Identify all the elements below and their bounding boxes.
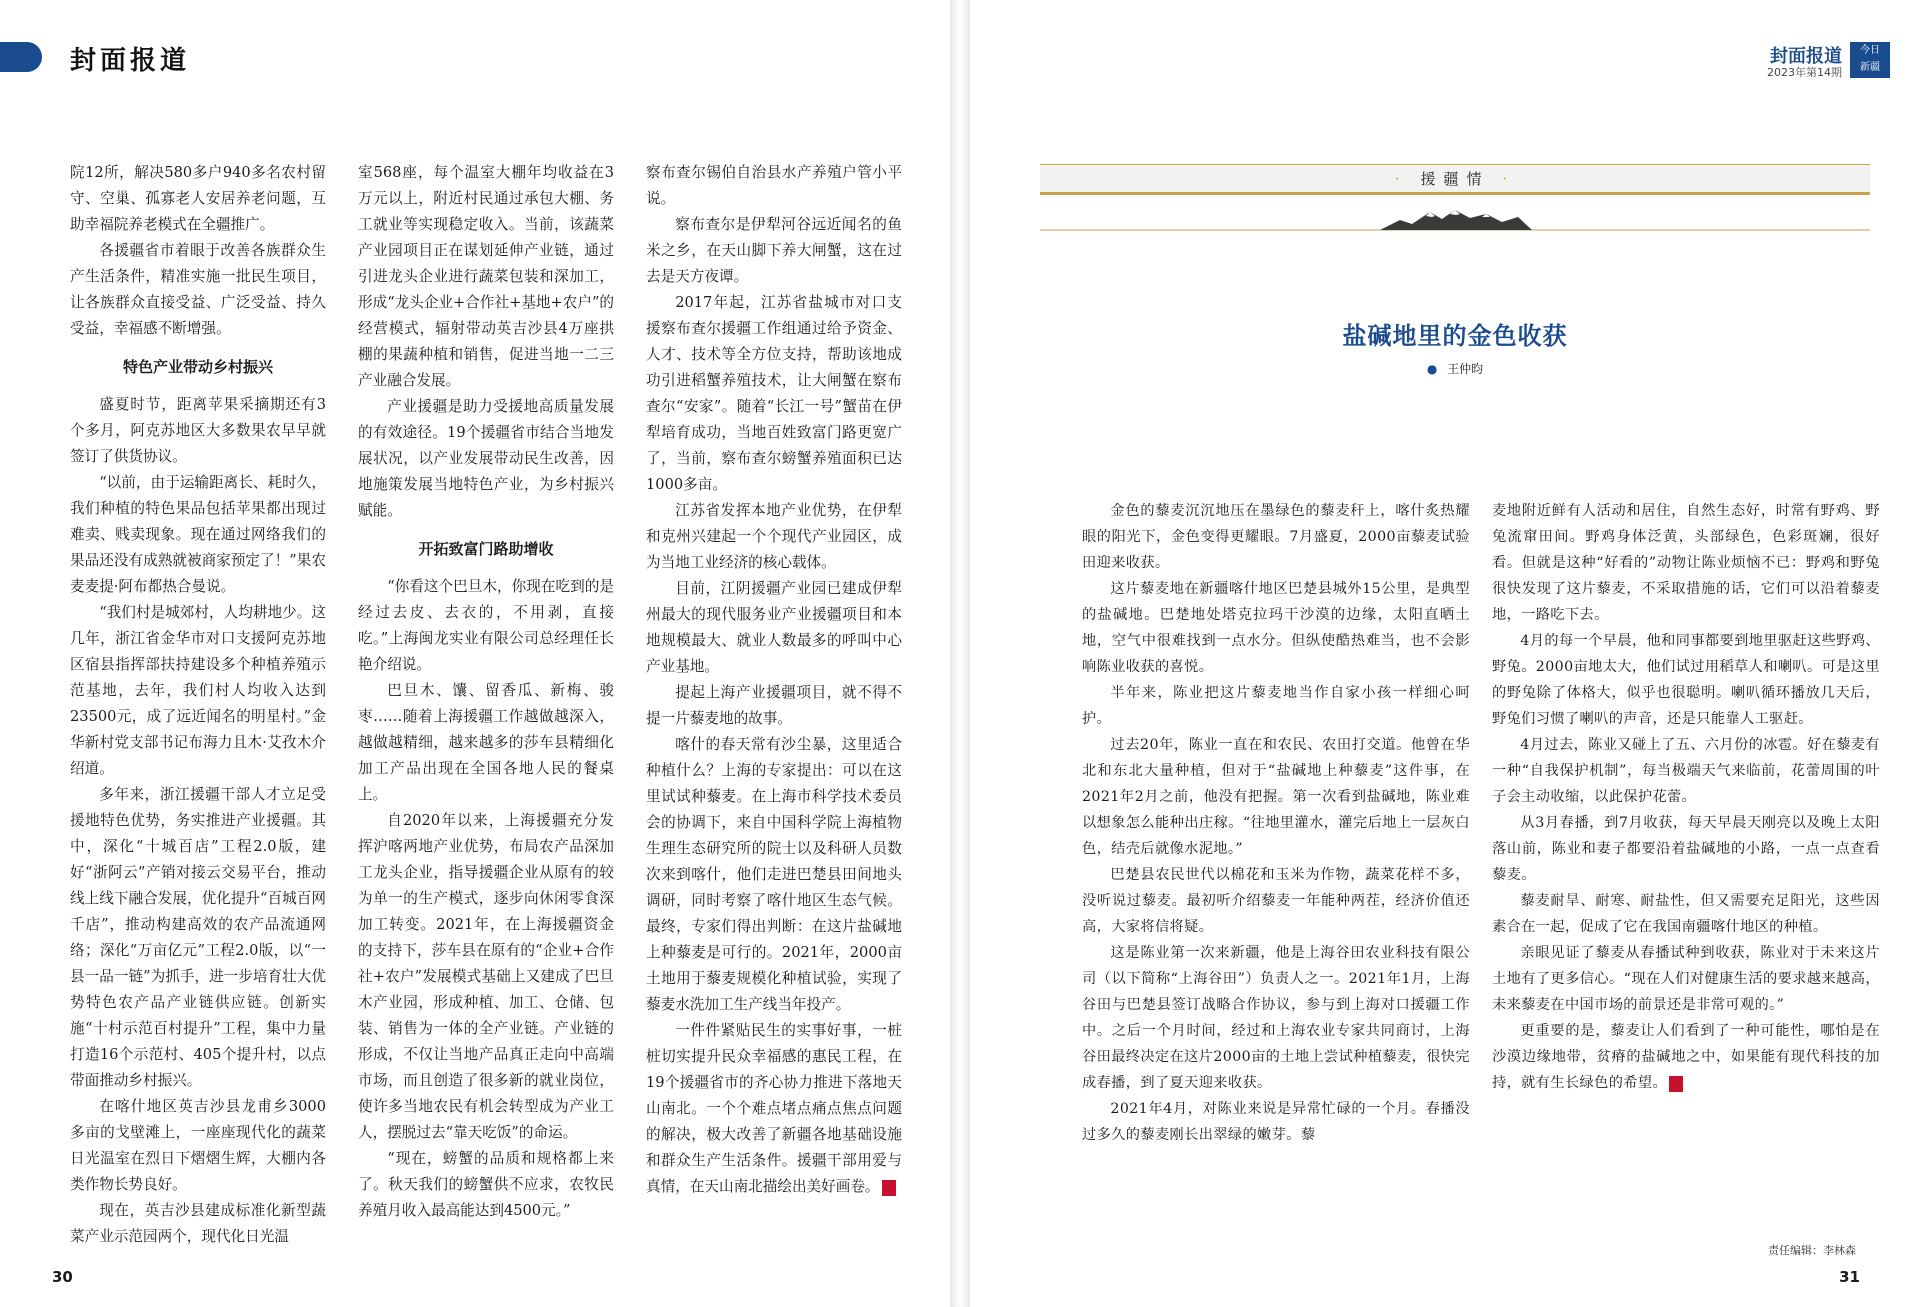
paragraph-text: 亲眼见证了藜麦从春播试种到收获，陈业对于未来这片土地有了更多信心。“现在人们对健康生活的要求越来越高，未来藜麦在中国市场的前景还是非常可观的。” (1492, 945, 1880, 1013)
paragraph-text: 藜麦耐旱、耐寒、耐盐性，但又需要充足阳光，这些因素合在一起，促成了它在我国南疆喀什地区的种植。 (1492, 893, 1880, 935)
paragraph (646, 290, 902, 498)
paragraph (1082, 940, 1470, 1096)
paragraph-text: 提起上海产业援疆项目，就不得不提一片藜麦地的故事。 (646, 684, 902, 727)
paragraph-text: 察布查尔是伊犁河谷远近闻名的鱼米之乡，在天山脚下养大闸蟹，这在过去是天方夜谭。 (646, 216, 902, 285)
page-gutter (950, 0, 970, 1307)
paragraph (70, 1198, 326, 1250)
paragraph (358, 808, 614, 1146)
paragraph-text: 4月的每一个早晨，他和同事都要到地里驱赶这些野鸡、野兔。2000亩地太大，他们试过用稻草人和喇叭。可是这里的野兔除了体格大，似乎也很聪明。喇叭循环播放几天后，野兔们习惯了喇叭的声音，还是只能靠人工驱赶。 (1492, 633, 1880, 727)
badge-line-2: 新疆 (1860, 62, 1880, 73)
paragraph-text: 更重要的是，藜麦让人们看到了一种可能性，哪怕是在沙漠边缘地带，贫瘠的盐碱地之中，如果能有现代科技的加持，就有生长绿色的希望。 (1492, 1023, 1880, 1091)
section-tab-marker (0, 42, 42, 72)
author-name: 王仲昀 (1447, 362, 1484, 376)
paragraph-text: 现在，英吉沙县建成标准化新型蔬菜产业示范园两个，现代化日光温 (70, 1202, 326, 1245)
paragraph-text: 喀什的春天常有沙尘暴，这里适合种植什么？上海的专家提出：可以在这里试试种藜麦。在上海市科学技术委员会的协调下，来自中国科学院上海植物生理生态研究所的院士以及科研人员数次来到喀什，他们走进巴楚县田间地头调研，同时考察了喀什地区生态气候。最终，专家们得出判断：在这片盐碱地上种藜麦是可行的。2021年，2000亩土地用于藜麦规模化种植试验，实现了藜麦水洗加工生产线当年投产。 (646, 736, 902, 1013)
paragraph (1082, 732, 1470, 862)
paragraph-text: 目前，江阴援疆产业园已建成伊犁州最大的现代服务业产业援疆项目和本地规模最大、就业人数最多的呼叫中心产业基地。 (646, 580, 902, 675)
paragraph (646, 212, 902, 290)
paragraph (358, 160, 614, 394)
paragraph (70, 238, 326, 342)
paragraph-text: 产业援疆是助力受援地高质量发展的有效途径。19个援疆省市结合当地发展状况，以产业发展带动民生改善，因地施策发展当地特色产业，为乡村振兴赋能。 (358, 398, 614, 519)
paragraph-text: 巴旦木、馕、留香瓜、新梅、骏枣……随着上海援疆工作越做越深入，越做越精细，越来越多的莎车县精细化加工产品出现在全国各地人民的餐桌上。 (358, 682, 614, 803)
paragraph-text: 这片藜麦地在新疆喀什地区巴楚县城外15公里，是典型的盐碱地。巴楚地处塔克拉玛干沙漠的边缘，太阳直晒土地，空气中很难找到一点水分。但纵使酷热难当，也不会影响陈业收获的喜悦。 (1082, 581, 1470, 675)
paragraph (70, 1094, 326, 1198)
article-byline (1040, 360, 1870, 377)
paragraph (358, 678, 614, 808)
left-column-3 (646, 160, 915, 1200)
paragraph (646, 1018, 915, 1200)
byline-bullet-icon: ● (1426, 362, 1438, 376)
paragraph-text: “现在，螃蟹的品质和规格都上来了。秋天我们的螃蟹供不应求，农牧民养殖月收入最高能达到4500元。” (358, 1150, 614, 1219)
subheading (70, 354, 326, 380)
section-title: 封面报道 (70, 46, 191, 76)
paragraph-text: 半年来，陈业把这片藜麦地当作自家小孩一样细心呵护。 (1082, 685, 1470, 727)
paragraph-text: 在喀什地区英吉沙县龙甫乡3000多亩的戈壁滩上，一座座现代化的蔬菜日光温室在烈日下熠熠生辉，大棚内各类作物长势良好。 (70, 1098, 326, 1193)
paragraph-text: 一件件紧贴民生的实事好事，一桩桩切实提升民众幸福感的惠民工程，在19个援疆省市的齐心协力推进下落地天山南北。一个个难点堵点痛点焦点问题的解决，极大改善了新疆各地基础设施和群众生产生活条件。援疆干部用爱与真情，在天山南北描绘出美好画卷。 (646, 1022, 902, 1195)
paragraph (70, 470, 326, 600)
paragraph-text: 院12所，解决580多户940多名农村留守、空巢、孤寡老人安居养老问题，互助幸福院养老模式在全疆推广。 (70, 164, 326, 233)
paragraph (1492, 888, 1880, 940)
paragraph (70, 782, 326, 1094)
paragraph-text: 多年来，浙江援疆干部人才立足受援地特色优势，务实推进产业援疆。其中，深化“十城百店”工程2.0版，建好“浙阿云”产销对接云交易平台，推动线上线下融合发展，优化提升“百城百网千店”，推动构建高效的农产品流通网络；深化“万亩亿元”工程2.0版，以“一县一品一链”为抓手，进一步培育壮大优势特色农产品产业链供应链。创新实施“十村示范百村提升”工程，集中力量打造16个示范村、405个提升村，以点带面推动乡村振兴。 (70, 786, 326, 1089)
paragraph (1492, 1018, 1880, 1096)
paragraph (1082, 862, 1470, 940)
banner-label: 援疆情 (1420, 170, 1490, 188)
right-page (970, 0, 1920, 1307)
paragraph-text: “你看这个巴旦木，你现在吃到的是经过去皮、去衣的，不用剥，直接吃。”上海闽龙实业有限公司总经理任长艳介绍说。 (358, 578, 614, 673)
issue-label: 2023年第14期 (1767, 66, 1842, 79)
right-column-1 (1082, 498, 1470, 1148)
responsible-editor: 责任编辑：李林森 (1768, 1244, 1856, 1257)
paragraph-text: 察布查尔锡伯自治县水产养殖户管小平说。 (646, 164, 902, 207)
paragraph (358, 394, 614, 524)
paragraph-text: 自2020年以来，上海援疆充分发挥沪喀两地产业优势，布局农产品深加工龙头企业，指导援疆企业从原有的较为单一的生产模式，逐步向休闲零食深加工转变。2021年，在上海援疆资金的支持下，莎车县在原有的“企业+合作社+农户”发展模式基础上又建成了巴旦木产业园，形成种植、加工、仓储、包装、销售为一体的全产业链。产业链的形成，不仅让当地产品真正走向中高端市场，而且创造了很多新的就业岗位，使许多当地农民有机会转型成为产业工人，摆脱过去“靠天吃饭”的命运。 (358, 812, 614, 1141)
right-column-2 (1492, 498, 1880, 1096)
paragraph (1082, 680, 1470, 732)
paragraph-text: 金色的藜麦沉沉地压在墨绿色的藜麦秆上，喀什炙热耀眼的阳光下，金色变得更耀眼。7月盛夏，2000亩藜麦试验田迎来收获。 (1082, 503, 1470, 571)
end-mark-icon: J (882, 1180, 896, 1196)
subheading-text: 特色产业带动乡村振兴 (122, 358, 273, 376)
paragraph-text: 从3月春播，到7月收获，每天早晨天刚亮以及晚上太阳落山前，陈业和妻子都要沿着盐碱地的小路，一点一点查看藜麦。 (1492, 815, 1880, 883)
paragraph (358, 1146, 614, 1224)
subheading-text: 开拓致富门路助增收 (418, 540, 554, 558)
paragraph-text: 2017年起，江苏省盐城市对口支援察布查尔援疆工作组通过给予资金、人才、技术等全方位支持，帮助该地成功引进稻蟹养殖技术，让大闸蟹在察布查尔“安家”。随着“长江一号”蟹苗在伊犁培育成功，当地百姓致富门路更宽广了，当前，察布查尔螃蟹养殖面积已达1000多亩。 (646, 294, 902, 493)
column-banner (1040, 164, 1870, 240)
subheading (358, 536, 614, 562)
paragraph (646, 732, 902, 1018)
magazine-logo-badge (1850, 42, 1890, 78)
paragraph-text: “我们村是城郊村，人均耕地少。这几年，浙江省金华市对口支援阿克苏地区宿县指挥部扶持建设多个种植养殖示范基地，去年，我们村人均收入达到23500元，成了远近闻名的明星村。”金华新村党支部书记布海力且木·艾孜木介绍道。 (70, 604, 326, 777)
page-number-left: 30 (52, 1268, 73, 1286)
paragraph-text: 麦地附近鲜有人活动和居住，自然生态好，时常有野鸡、野兔流窜田间。野鸡身体泛黄，头部绿色，色彩斑斓，很好看。但就是这种“好看的”动物让陈业烦恼不已：野鸡和野兔很快发现了这片藜麦，不采取措施的话，它们可以沿着藜麦地，一路吃下去。 (1492, 503, 1880, 623)
page-number-right: 31 (1839, 1268, 1860, 1286)
paragraph (358, 574, 614, 678)
paragraph (70, 600, 326, 782)
paragraph (1082, 498, 1470, 576)
article-title: 盐碱地里的金色收获 (1342, 321, 1568, 350)
paragraph-text: 盛夏时节，距离苹果采摘期还有3个多月，阿克苏地区大多数果农早早就签订了供货协议。 (70, 396, 326, 465)
paragraph (1082, 576, 1470, 680)
paragraph (1082, 1096, 1470, 1148)
paragraph (70, 392, 326, 470)
left-column-1 (70, 160, 326, 1250)
paragraph (1492, 628, 1880, 732)
paragraph-text: 4月过去，陈业又碰上了五、六月份的冰雹。好在藜麦有一种“自我保护机制”，每当极端天气来临前，花蕾周围的叶子会主动收缩，以此保护花蕾。 (1492, 737, 1880, 805)
left-column-2 (358, 160, 614, 1224)
paragraph-text: “以前，由于运输距离长、耗时久，我们种植的特色果品包括苹果都出现过难卖、贱卖现象。现在通过网络我们的果品还没有成熟就被商家预定了！”果农麦麦提·阿布都热合曼说。 (70, 474, 326, 595)
paragraph (70, 160, 326, 238)
left-page (0, 0, 950, 1307)
paragraph (1492, 498, 1880, 628)
paragraph (1492, 732, 1880, 810)
running-header (1630, 40, 1890, 80)
paragraph-text: 2021年4月，对陈业来说是异常忙碌的一个月。春播没过多久的藜麦刚长出翠绿的嫩芽。藜 (1082, 1101, 1470, 1143)
banner-dot-right: · (1502, 170, 1516, 188)
paragraph-text: 各援疆省市着眼于改善各族群众生产生活条件，精准实施一批民生项目，让各族群众直接受益、广泛受益、持久受益，幸福感不断增强。 (70, 242, 326, 337)
paragraph (646, 160, 902, 212)
paragraph (646, 576, 902, 680)
paragraph-text: 室568座，每个温室大棚年均收益在3万元以上，附近村民通过承包大棚、务工就业等实现稳定收入。当前，该蔬菜产业园项目正在谋划延伸产业链，通过引进龙头企业进行蔬菜包装和深加工，形成“龙头企业+合作社+基地+农户”的经营模式，辐射带动英吉沙县4万座拱棚的果蔬种植和销售，促进当地一二三产业融合发展。 (358, 164, 614, 389)
paragraph (1492, 940, 1880, 1018)
mountain-ornament-icon (1040, 208, 1870, 234)
badge-line-1: 今日 (1860, 45, 1880, 56)
paragraph-text: 巴楚县农民世代以棉花和玉米为作物，蔬菜花样不多，没听说过藜麦。最初听介绍藜麦一年能种两茬，经济价值还高，大家将信将疑。 (1082, 867, 1470, 935)
paragraph (646, 498, 902, 576)
banner-dot-left: · (1394, 170, 1408, 188)
end-mark-icon: J (1669, 1076, 1683, 1092)
paragraph-text: 过去20年，陈业一直在和农民、农田打交道。他曾在华北和东北大量种植，但对于“盐碱地上种藜麦”这件事，在2021年2月之前，他没有把握。第一次看到盐碱地，陈业难以想象怎么能种出庄稼。“往地里灌水，灌完后地上一层灰白色，结壳后就像水泥地。” (1082, 737, 1470, 857)
paragraph-text: 这是陈业第一次来新疆，他是上海谷田农业科技有限公司（以下简称“上海谷田”）负责人之一。2021年1月，上海谷田与巴楚县签订战略合作协议，参与到上海对口援疆工作中。之后一个月时间，经过和上海农业专家共同商讨，上海谷田最终决定在这片2000亩的土地上尝试种植藜麦，很快完成春播，到了夏天迎来收获。 (1082, 945, 1470, 1091)
paragraph-text: 江苏省发挥本地产业优势，在伊犁和克州兴建起一个个现代产业园区，成为当地工业经济的核心载体。 (646, 502, 902, 571)
paragraph (1492, 810, 1880, 888)
magazine-brand: 封面报道 (1770, 46, 1842, 67)
paragraph (646, 680, 902, 732)
